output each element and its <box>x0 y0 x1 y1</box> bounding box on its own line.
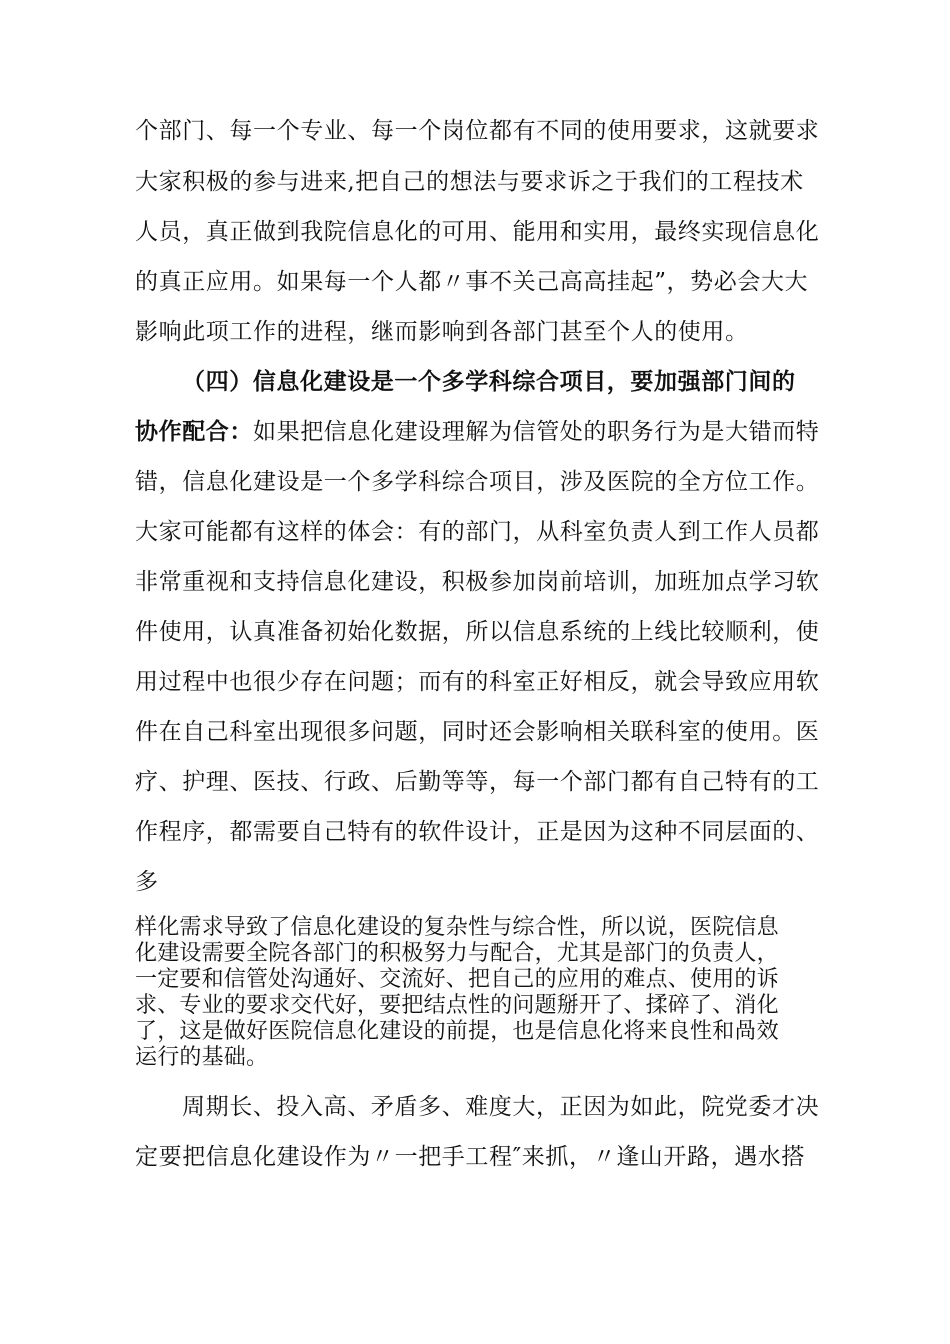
text-line: 影响此项工作的进程，继而影响到各部门甚至个人的使用。 <box>135 319 749 345</box>
text-line: 错，信息化建设是一个多学科综合项目，涉及医院的全方位工作。 <box>135 469 820 495</box>
text-line: 件在自己科室出现很多问题，同时还会影响相关联科室的使用。医 <box>135 719 820 745</box>
text-line: 求、专业的要求交代好，要把结点性的问题掰开了、揉碎了、消化 <box>135 993 779 1018</box>
text-line: 人员，真正做到我院信息化的可用、能用和实用，最终实现信息化 <box>135 219 820 245</box>
text-line: 非常重视和支持信息化建设，积极参加岗前培训，加班加点学习软 <box>135 569 820 595</box>
text-line: 化建设需要全院各部门的积极努力与配合，尤其是部门的负责人， <box>135 941 779 966</box>
text-line: 一定要和信管处沟通好、交流好、把自己的应用的难点、使用的诉 <box>135 967 779 992</box>
text-line: 的真正应用。如果每一个人都〃事不关己高高挂起”，势必会大大 <box>135 269 809 295</box>
text-line: 疗、护理、医技、行政、后勤等等，每一个部门都有自己特有的工 <box>135 769 820 795</box>
text-line: 了，这是做好医院信息化建设的前提，也是信息化将来良性和咼效 <box>135 1019 779 1044</box>
text-line: 用过程中也很少存在问题；而有的科室正好相反，就会导致应用软 <box>135 669 820 695</box>
text-line: 大家可能都有这样的体会：有的部门，从科室负责人到工作人员都 <box>135 519 820 545</box>
paragraph-dense <box>135 915 825 1071</box>
text-line: 件使用，认真准备初始化数据，所以信息系统的上线比较顺利，使 <box>135 619 820 645</box>
text-line: 个部门、每一个专业、每一个岗位都有不同的使用要求，这就要求 <box>135 118 820 144</box>
text-line: 周期长、投入高、矛盾多、难度大，正因为如此，院党委才决 <box>182 1094 820 1120</box>
text-line: 定要把信息化建设作为〃一把手工程″来抓，〃逢山开路，遇水搭 <box>135 1144 805 1170</box>
text-line <box>135 417 819 447</box>
text-line: 作程序，都需要自己特有的软件设计，正是因为这种不同层面的、 <box>135 819 820 845</box>
text-line: 运行的基础。 <box>135 1045 269 1070</box>
text-line: 大家积极的参与进来,把自己的想法与要求诉之于我们的工程技术 <box>135 169 804 195</box>
section-heading-title: （四）信息化建设是一个多学科综合项目，要加强部门间的 <box>182 368 796 395</box>
section-heading-tail: 协作配合： <box>135 418 253 445</box>
text-span: 如果把信息化建设理解为信管处的职务行为是大错而特 <box>253 419 820 445</box>
text-line: 样化需求导致了信息化建设的复杂性与综合性，所以说，医院信息 <box>135 915 779 940</box>
text-line: 多 <box>135 869 159 895</box>
